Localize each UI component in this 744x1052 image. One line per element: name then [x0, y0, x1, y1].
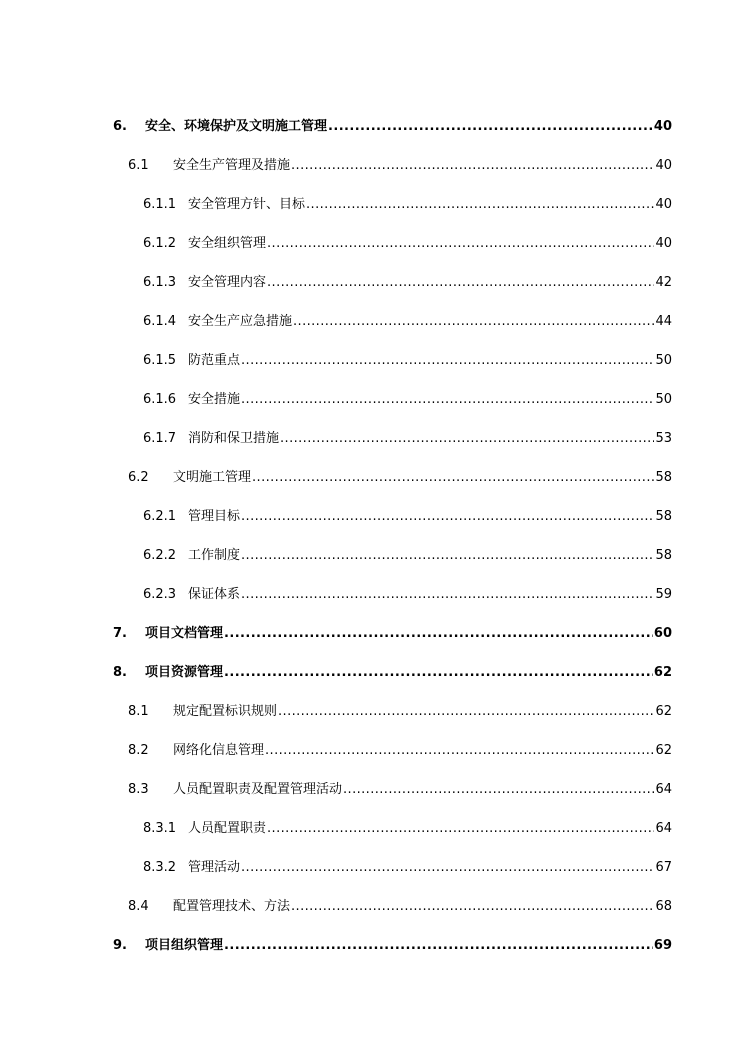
toc-title: 人员配置职责 [188, 821, 267, 836]
toc-page-number: 59 [655, 587, 672, 602]
toc-entry[interactable] [0, 936, 744, 956]
dot-leader [267, 234, 654, 254]
toc-title: 项目资源管理 [145, 665, 224, 680]
toc-page-number: 53 [655, 431, 672, 446]
toc-page-number: 62 [655, 743, 672, 758]
toc-entry[interactable] [0, 312, 744, 332]
toc-number: 8.1 [128, 704, 149, 719]
dot-leader [293, 312, 654, 332]
toc-entry[interactable] [0, 117, 744, 137]
toc-entry[interactable] [0, 819, 744, 839]
dot-leader [241, 858, 654, 878]
toc-entry[interactable] [0, 663, 744, 683]
toc-page-number: 68 [655, 899, 672, 914]
dot-leader [241, 585, 654, 605]
toc-number: 6.1.1 [143, 197, 177, 212]
toc-title: 安全生产应急措施 [188, 314, 293, 329]
toc-entry[interactable] [0, 351, 744, 371]
toc-page-number: 64 [655, 782, 672, 797]
toc-number: 6.1.5 [143, 353, 177, 368]
toc-number: 6.1.4 [143, 314, 177, 329]
dot-leader [241, 507, 654, 527]
toc-title: 网络化信息管理 [173, 743, 265, 758]
toc-page-number: 44 [655, 314, 672, 329]
toc-number: 8. [113, 665, 127, 680]
toc-entry[interactable] [0, 741, 744, 761]
toc-entry[interactable] [0, 195, 744, 215]
toc-number: 8.2 [128, 743, 149, 758]
toc-number: 6. [113, 119, 127, 134]
dot-leader [328, 117, 653, 137]
dot-leader [252, 468, 654, 488]
toc-number: 6.1.7 [143, 431, 177, 446]
dot-leader [265, 741, 654, 761]
toc-number: 6.1 [128, 158, 149, 173]
dot-leader [291, 156, 654, 176]
toc-number: 6.1.3 [143, 275, 177, 290]
toc-number: 6.2 [128, 470, 149, 485]
dot-leader [241, 546, 654, 566]
toc-entry[interactable] [0, 156, 744, 176]
dot-leader [241, 390, 654, 410]
toc-title: 项目文档管理 [145, 626, 224, 641]
toc-title: 配置管理技术、方法 [173, 899, 291, 914]
toc-page-number: 58 [655, 470, 672, 485]
toc-title: 规定配置标识规则 [173, 704, 278, 719]
toc-entry[interactable] [0, 273, 744, 293]
toc-page-number: 40 [655, 197, 672, 212]
toc-entry[interactable] [0, 546, 744, 566]
toc-title: 保证体系 [188, 587, 241, 602]
dot-leader [241, 351, 654, 371]
toc-entry[interactable] [0, 858, 744, 878]
toc-entry[interactable] [0, 390, 744, 410]
toc-title: 安全组织管理 [188, 236, 267, 251]
toc-title: 安全管理方针、目标 [188, 197, 306, 212]
toc-number: 8.3.1 [143, 821, 177, 836]
toc-entry[interactable] [0, 702, 744, 722]
toc-number: 6.2.2 [143, 548, 177, 563]
dot-leader [224, 624, 653, 644]
dot-leader [343, 780, 654, 800]
toc-title: 安全生产管理及措施 [173, 158, 291, 173]
toc-title: 安全管理内容 [188, 275, 267, 290]
dot-leader [306, 195, 654, 215]
dot-leader [224, 663, 653, 683]
toc-number: 6.2.3 [143, 587, 177, 602]
toc-title: 管理目标 [188, 509, 241, 524]
toc-entry[interactable] [0, 585, 744, 605]
toc-title: 消防和保卫措施 [188, 431, 280, 446]
toc-entry[interactable] [0, 429, 744, 449]
dot-leader [224, 936, 653, 956]
toc-number: 8.3 [128, 782, 149, 797]
toc-number: 6.1.6 [143, 392, 177, 407]
toc-page-number: 50 [655, 353, 672, 368]
toc-entry[interactable] [0, 507, 744, 527]
toc-title: 人员配置职责及配置管理活动 [173, 782, 343, 797]
toc-number: 8.3.2 [143, 860, 177, 875]
toc-page-number: 62 [653, 665, 672, 680]
dot-leader [280, 429, 654, 449]
toc-page-number: 62 [655, 704, 672, 719]
toc-page-number: 40 [655, 236, 672, 251]
toc-title: 管理活动 [188, 860, 241, 875]
toc-number: 9. [113, 938, 127, 953]
dot-leader [267, 273, 654, 293]
toc-title: 项目组织管理 [145, 938, 224, 953]
toc-page-number: 50 [655, 392, 672, 407]
toc-page-number: 64 [655, 821, 672, 836]
toc-page-number: 58 [655, 509, 672, 524]
toc-entry[interactable] [0, 468, 744, 488]
toc-number: 6.1.2 [143, 236, 177, 251]
dot-leader [267, 819, 654, 839]
toc-title: 文明施工管理 [173, 470, 252, 485]
toc-page-number: 40 [653, 119, 672, 134]
toc-page-number: 69 [653, 938, 672, 953]
toc-number: 7. [113, 626, 127, 641]
toc-page-number: 40 [655, 158, 672, 173]
toc-entry[interactable] [0, 780, 744, 800]
toc-title: 安全措施 [188, 392, 241, 407]
toc-entry[interactable] [0, 624, 744, 644]
toc-title: 工作制度 [188, 548, 241, 563]
dot-leader [291, 897, 654, 917]
toc-page-number: 42 [655, 275, 672, 290]
toc-page-number: 60 [653, 626, 672, 641]
toc-page-number: 67 [655, 860, 672, 875]
toc-entry[interactable] [0, 234, 744, 254]
toc-page-number: 58 [655, 548, 672, 563]
toc-number: 6.2.1 [143, 509, 177, 524]
dot-leader [278, 702, 654, 722]
toc-entry[interactable] [0, 897, 744, 917]
toc-number: 8.4 [128, 899, 149, 914]
toc-title: 安全、环境保护及文明施工管理 [145, 119, 328, 134]
toc-title: 防范重点 [188, 353, 241, 368]
